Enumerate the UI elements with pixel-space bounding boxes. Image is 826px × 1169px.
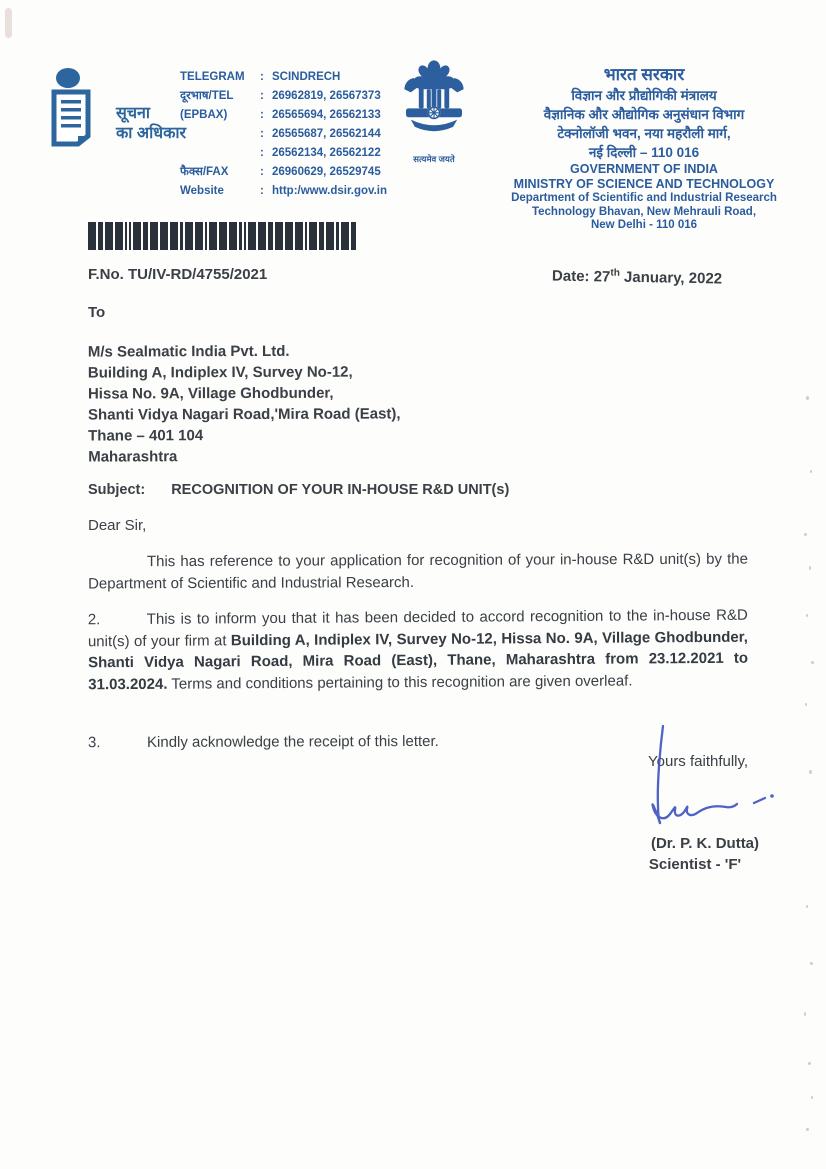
scan-artifact: [811, 1096, 813, 1099]
scan-artifact: [810, 962, 813, 965]
recipient-address: [88, 340, 401, 467]
rti-logo-text: [116, 104, 186, 150]
address-hindi-line: टेक्नोलॉजी भवन, नया महरौली मार्ग,: [557, 126, 731, 141]
contact-label: TELEGRAM: [180, 71, 245, 83]
scan-artifact: [806, 905, 808, 908]
scan-artifact: [804, 1012, 806, 1016]
letter-date: [552, 267, 722, 288]
dept-hindi-line: वैज्ञानिक और औद्योगिक अनुसंधान विभाग: [543, 107, 745, 122]
ashoka-emblem-icon: [398, 56, 470, 148]
scan-artifact: [809, 770, 812, 774]
contact-label: [180, 144, 260, 163]
contact-value: 26565687, 26562144: [272, 128, 381, 140]
city-hindi-line: नई दिल्ली – 110 016: [588, 145, 700, 160]
scan-artifact: [805, 703, 807, 706]
address-line: M/s Sealmatic India Pvt. Ltd.: [87, 342, 290, 361]
govt-hindi-line: भारत सरकार: [603, 65, 685, 84]
colon: :: [260, 128, 264, 140]
paragraph-2-number: 2.: [87, 611, 101, 629]
contact-value: 26565694, 26562133: [272, 109, 381, 121]
contact-label: [180, 125, 260, 144]
ministry-hindi-line: विज्ञान और प्रौद्योगिकी मंत्रालय: [571, 88, 717, 103]
city-english-line: New Delhi - 110 016: [590, 219, 698, 231]
department-header: [468, 64, 820, 233]
colon: :: [260, 71, 264, 83]
salutation: Dear Sir,: [88, 517, 147, 534]
contact-label: फैक्स/FAX: [180, 166, 229, 178]
paragraph-1: This has reference to your application for recognition of your in-house R&D unit(s) by the Department of Scientific and Industrial Research.: [88, 550, 748, 592]
scan-artifact: [811, 661, 814, 664]
colon: :: [260, 109, 264, 121]
scan-artifact: [809, 566, 811, 570]
contact-value: http:/www.dsir.gov.in: [272, 185, 387, 197]
scan-artifact: [806, 614, 808, 617]
contact-label: (EPBAX): [180, 109, 228, 121]
colon: :: [260, 90, 264, 102]
contact-value: 26962819, 26567373: [272, 90, 381, 102]
rti-text-line2: का अधिकार: [116, 125, 187, 142]
dept-english-line: Department of Scientific and Industrial Research: [511, 192, 777, 204]
rti-text-line1: सूचना: [116, 105, 151, 122]
address-line: Hissa No. 9A, Village Ghodbunder,: [87, 384, 334, 403]
colon: :: [260, 166, 264, 178]
ministry-english-line: MINISTRY OF SCIENCE AND TECHNOLOGY: [513, 177, 775, 191]
rti-person-document-icon: [48, 66, 106, 150]
signatory-designation: Scientist - 'F': [648, 856, 742, 873]
paragraph-2: [88, 605, 749, 696]
to-label: To: [88, 304, 106, 321]
date-ordinal: th: [610, 267, 620, 279]
file-number: F.No. TU/IV-RD/4755/2021: [88, 266, 268, 283]
paragraph-3-number: 3.: [87, 734, 101, 752]
address-line: Maharashtra: [88, 448, 178, 466]
address-english-line: Technology Bhavan, New Mehrauli Road,: [531, 205, 757, 218]
closing: Yours faithfully,: [648, 753, 749, 770]
colon: :: [260, 147, 264, 159]
contact-label: Website: [180, 185, 224, 197]
scan-artifact: [806, 396, 809, 400]
colon: :: [260, 185, 264, 197]
emblem-block: [392, 56, 476, 165]
subject-text: RECOGNITION OF YOUR IN-HOUSE R&D UNIT(s): [171, 482, 510, 498]
address-line: Thane – 401 104: [88, 427, 204, 445]
address-line: Shanti Vidya Nagari Road,'Mira Road (East),: [88, 405, 401, 424]
address-line: Building A, Indiplex IV, Survey No-12,: [87, 363, 353, 382]
paragraph-2-bold-address: Building A, Indiplex IV, Survey No-12, Hissa No. 9A, Village Ghodbunder, Shanti Vidya Nagari Road, Mira Road (East), Thane, Maharashtra from 23.12.2021 to 31.03.2024.: [88, 628, 749, 693]
paragraph-2-text: This is to inform you that it has been decided to accord recognition to the in-house R&D unit(s) of your firm at: [87, 606, 748, 650]
contact-label: दूरभाष/TEL: [180, 90, 234, 102]
date-suffix: January, 2022: [619, 268, 723, 288]
paragraph-3-text: Kindly acknowledge the receipt of this letter.: [146, 732, 439, 751]
contact-value: SCINDRECH: [272, 71, 341, 83]
rti-logo: [48, 66, 186, 150]
barcode: [88, 222, 356, 250]
scan-artifact: [804, 533, 807, 536]
date-prefix: Date: 27: [551, 267, 611, 286]
subject-line: [88, 482, 509, 498]
scan-smudge: [5, 8, 12, 38]
contact-value: 26960629, 26529745: [272, 166, 381, 178]
signature-ink: [630, 724, 790, 832]
signatory-name: (Dr. P. K. Dutta): [650, 835, 760, 852]
scan-artifact: [808, 1062, 811, 1065]
subject-label: Subject:: [88, 482, 146, 498]
emblem-motto: सत्यमेव जयते: [413, 154, 455, 164]
scan-artifact: [810, 470, 812, 473]
contact-value: 26562134, 26562122: [272, 147, 381, 159]
paragraph-2-text-end: Terms and conditions pertaining to this recognition are given overleaf.: [167, 672, 633, 693]
scan-artifact: [806, 1128, 809, 1131]
govt-english-line: GOVERNMENT OF INDIA: [570, 162, 718, 176]
